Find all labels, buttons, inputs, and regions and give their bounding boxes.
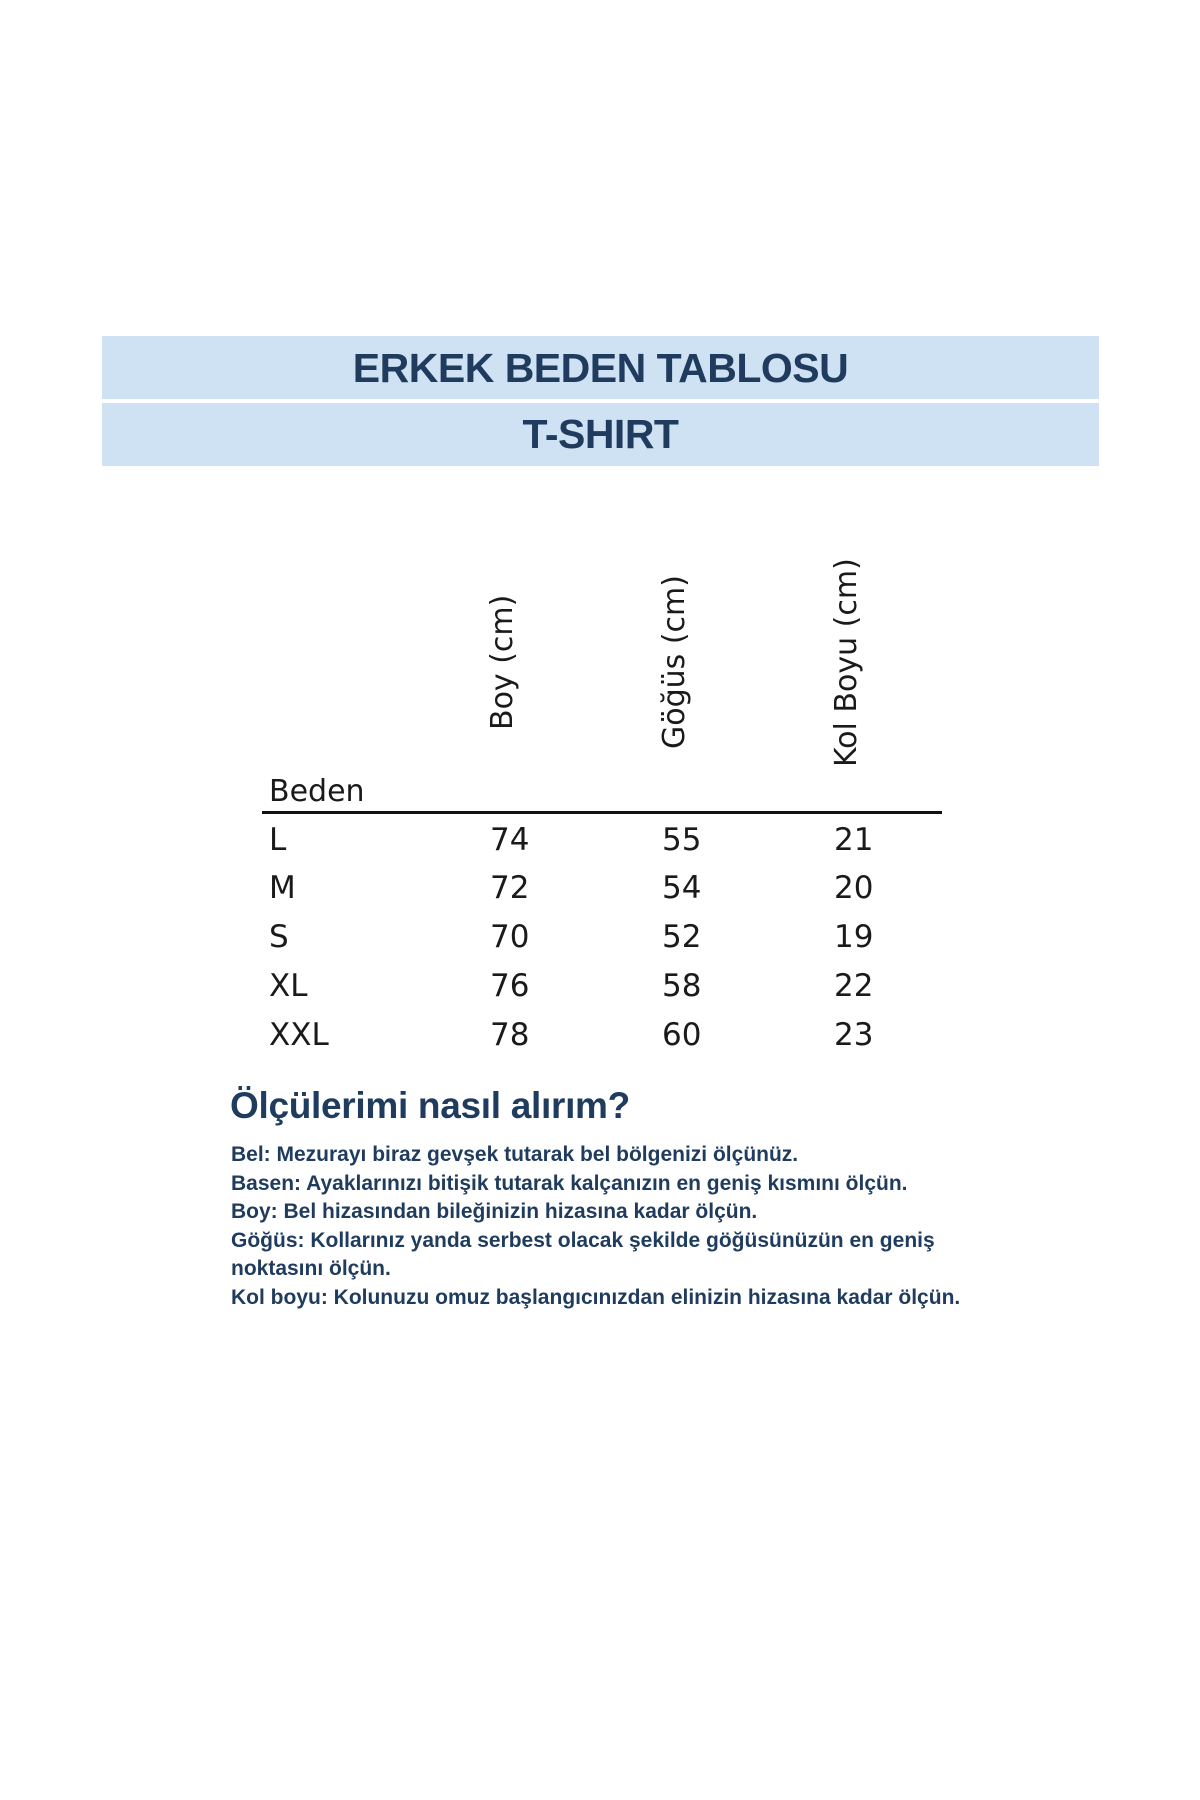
measurement-guide-text	[231, 1141, 1031, 1312]
boy-cell: 76	[490, 968, 530, 1004]
guide-line-gogus: Göğüs: Kollarınız yanda serbest olacak şekilde göğüsünüzün en geniş	[231, 1228, 935, 1252]
kol-boyu-cell: 22	[834, 968, 874, 1004]
banner-subtitle: T-SHIRT	[102, 403, 1099, 466]
guide-line-basen: Basen: Ayaklarınızı bitişik tutarak kalçanızın en geniş kısmını ölçün.	[231, 1171, 908, 1195]
table-row	[262, 864, 942, 912]
gogus-cell: 54	[662, 870, 702, 906]
boy-cell: 72	[490, 870, 530, 906]
size-cell: M	[269, 870, 296, 906]
kol-boyu-cell: 20	[834, 870, 874, 906]
table-row	[262, 913, 942, 961]
size-cell: XL	[269, 968, 308, 1004]
column-header-beden: Beden	[269, 774, 365, 809]
guide-line-boy: Boy: Bel hizasından bileğinizin hizasına kadar ölçün.	[231, 1200, 758, 1223]
table-row	[262, 816, 942, 864]
header-divider	[262, 811, 942, 814]
gogus-cell: 55	[662, 822, 702, 858]
kol-boyu-cell: 23	[834, 1017, 874, 1053]
boy-cell: 70	[490, 919, 530, 955]
size-cell: S	[269, 919, 289, 955]
banner-title: ERKEK BEDEN TABLOSU	[102, 336, 1099, 399]
guide-line-kol-boyu: Kol boyu: Kolunuzu omuz başlangıcınızdan elinizin hizasına kadar ölçün.	[231, 1285, 961, 1309]
guide-line-gogus-cont: noktasını ölçün.	[231, 1257, 391, 1280]
gogus-cell: 60	[662, 1017, 702, 1053]
boy-cell: 74	[490, 822, 530, 858]
gogus-cell: 58	[662, 968, 702, 1004]
boy-cell: 78	[490, 1017, 530, 1053]
size-cell: L	[269, 822, 287, 858]
column-header-boy: Boy (cm)	[485, 594, 520, 730]
guide-line-bel: Bel: Mezurayı biraz gevşek tutarak bel bölgenizi ölçünüz.	[231, 1143, 799, 1166]
column-header-gogus: Göğüs (cm)	[657, 575, 692, 749]
measurement-guide-title: Ölçülerimi nasıl alırım?	[230, 1085, 630, 1126]
size-cell: XXL	[269, 1017, 329, 1053]
column-header-kol-boyu: Kol Boyu (cm)	[829, 558, 864, 767]
gogus-cell: 52	[662, 919, 702, 955]
table-row	[262, 1011, 942, 1059]
table-row	[262, 962, 942, 1010]
kol-boyu-cell: 19	[834, 919, 874, 955]
kol-boyu-cell: 21	[834, 822, 874, 858]
